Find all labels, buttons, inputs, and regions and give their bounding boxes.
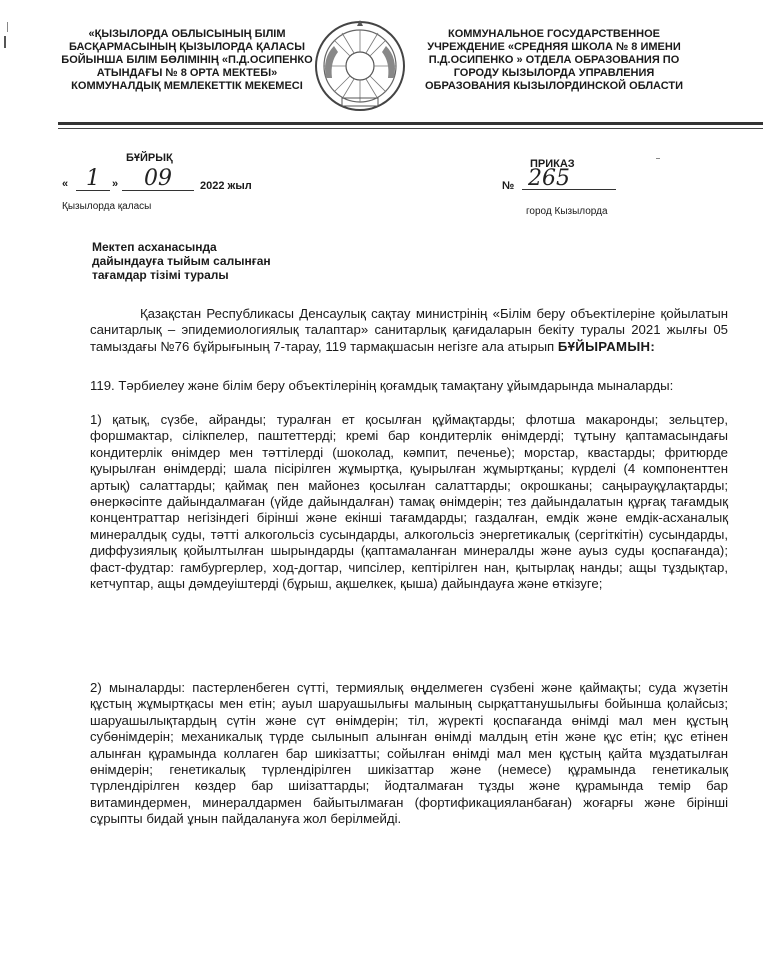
header-divider-thin [58,128,763,129]
date-year: 2022 жыл [200,180,252,192]
preamble-paragraph [90,306,728,355]
date-quote-close: » [112,178,119,190]
order-label-kazakh: БҰЙРЫҚ [126,152,173,164]
clause-119: 119. Тәрбиелеу және білім беру объектілерінің қоғамдық тамақтану ұйымдарында мыналарды: [90,378,674,393]
order-number-handwritten: 265 [522,166,616,190]
subject-line: Мектеп асханасында [92,240,217,254]
date-month-handwritten: 09 [122,166,194,191]
kazakhstan-state-emblem-icon [312,18,408,114]
order-subject [92,240,352,282]
order-number [500,166,620,194]
org-name-kazakh: «ҚЫЗЫЛОРДА ОБЛЫСЫНЫҢ БІЛІМ БАСҚАРМАСЫНЫҢ ҚЫЗЫЛОРДА ҚАЛАСЫ БОЙЫНША БІЛІМ БӨЛІМІНІҢ «П.Д.ОСИПЕНКО АТЫНДАҒЫ № 8 ОРТА МЕКТЕБІ» КОММУНАЛДЫҚ МЕМЛЕКЕТТІК МЕКЕМЕСІ [61,28,313,92]
order-date [60,166,320,194]
city-russian: город Кызылорда [526,206,608,217]
city-kazakh: Қызылорда қаласы [62,201,152,212]
header-divider-thick [58,122,763,125]
preamble-text: Қазақстан Республикасы Денсаулық сақтау министрінің «Білім беру объектілеріне қойылатын санитарлық – эпидемиологиялық талаптар» санитарлық қағидаларын бекіту туралы 2021 жылғы 05 тамыздағы №76 бұйрығының 7-тарау, 119 тармақшасын негізге ала атырып [90,306,728,354]
order-directive: БҰЙЫРАМЫН: [557,338,656,354]
date-quote-open: « [62,178,69,190]
scan-artifact [7,22,8,32]
scan-artifact [656,158,660,159]
date-day-handwritten: 1 [76,166,110,191]
org-name-russian: КОММУНАЛЬНОЕ ГОСУДАРСТВЕННОЕ УЧРЕЖДЕНИЕ «СРЕДНЯЯ ШКОЛА № 8 ИМЕНИ П.Д.ОСИПЕНКО » ОТДЕЛА ОБРАЗОВАНИЯ ПО ГОРОДУ КЫЗЫЛОРДА УПРАВЛЕНИЯ ОБРАЗОВАНИЯ КЫЗЫЛОРДИНСКОЙ ОБЛАСТИ [424,28,684,92]
subject-line: тағамдар тізімі туралы [92,268,229,282]
subject-line: дайындауға тыйым салынған [92,254,271,268]
scan-artifact [4,36,6,48]
number-sign: № [502,180,515,192]
list-item: 2) мыналарды: пастерленбеген сүтті, термиялық өңделмеген сүзбені және қаймақты; суда жүзетін құстың жұмыртқасы мен етін; ауыл шаруашылығы малының сырқаттанушылығы бойынша қолайсыз; шаруашылықтардың сүтін және сүт өнімдерін; тіл, жүректі қоспағанда өнімді мал мен құстың субөнімдерін; механикалық түрде сылынып алынған өнімді малдың етін және құс етін; құс етінен алынған құрамында коллаген бар шикізатты; сойылған өнімді мал мен құстың қайта мұздатылған өнімдерін; генетикалық түрлендірілген шикізаттар және (немесе) құрамында генетикалық түрлендірілген көздер бар шиізаттарды; йодталмаған тұзды және құрамында темір бар витаминдермен, минералдармен байытылмаған (фортификацияланбаған) жоғарғы және бірінші сұрыпты бидай ұнын пайдалануға жол берілмейді. [90,680,728,827]
list-item: 1) қатық, сүзбе, айранды; туралған ет қосылған құймақтарды; флотша макаронды; зельцтер, форшмактар, сілікпелер, паштеттерді; кремі бар кондитерлік өнімдерді; тұтыну қаптамасындағы кондитерлік өнімдер мен тәттілерді (шоколад, кәмпит, печенье); морстар, квастарды; фритюрде қуырылған өнімдерді; шала пісірілген жұмыртқа, қуырылған жұмыртқаны; күрделі (4 компоненттен артық) салаттарды; қаймақ пен майонез қосылған салаттарды; окрошканы; саңырауқұлақтарды; өнеркәсіпте дайындалмаған (үйде дайындалған) тамақ өнімдерін; тез дайындалатын құрғақ тағамдық концентраттар негізіндегі бірінші және екінші тағамдарды; газдалған, емдік және емдік-асханалық минералдық суды, тәтті алкогольсіз сусындарды, алкогольсіз энергетикалық (сергіткітін) сусындарды, диффузиялық қойылтылған шырындарды (қаптамаланған минералды және ауыз суды қоспағанда); фаст-фудтар: гамбургерлер, ход-догтар, чипсілер, кептірілген нан, қытырлақ нанды; ащы тұздықтар, кетчуптар, ащы дәмдеуіштерді (бұрыш, ақшелкек, қыша) дайындауға және өткізуге; [90,412,728,592]
order-label-russian: ПРИКАЗ [530,158,575,170]
